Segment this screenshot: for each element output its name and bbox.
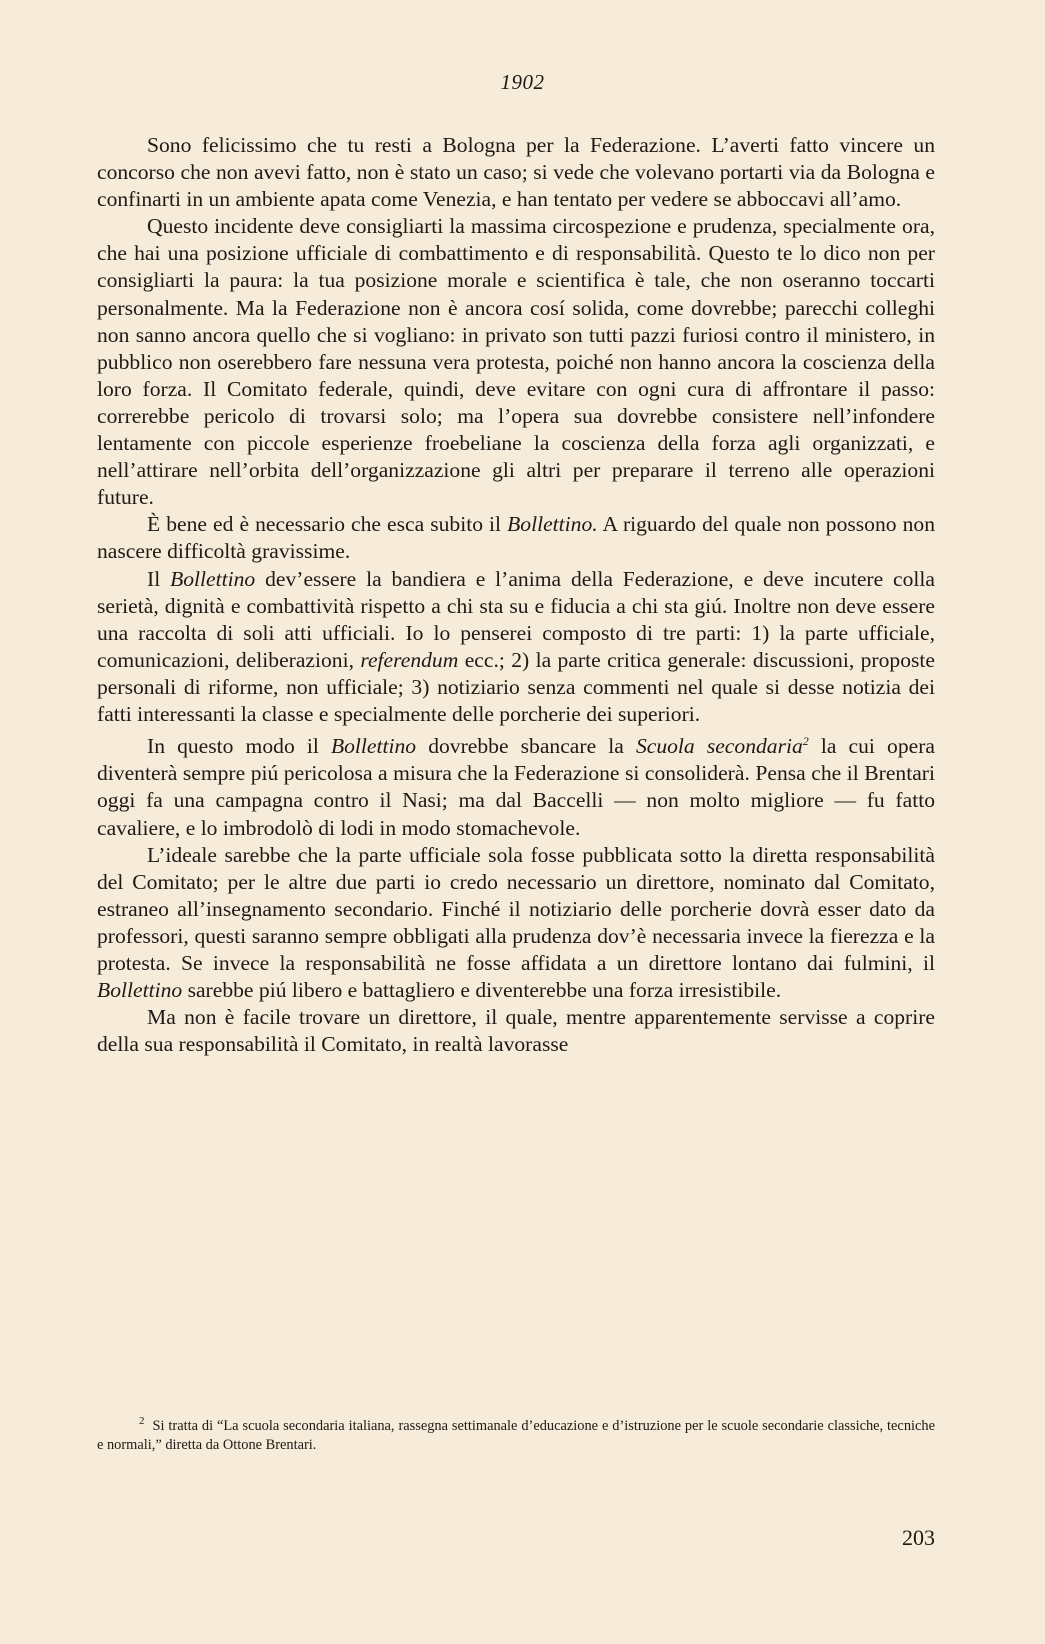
text-run: A riguardo del quale non possono non nascere difficoltà gravissime.: [97, 512, 935, 564]
text-run: ecc.; 2) la parte critica generale: discussioni, proposte personali di riforme, non ufficiale; 3) notiziario senza commenti nel quale si desse notizia dei fatti interessanti la classe e specialmente delle porcherie dei superiori.: [97, 647, 935, 726]
text-run: Il: [147, 566, 171, 591]
italic-run: Bollettino: [330, 734, 417, 759]
text-run: Ma non è facile trovare un direttore, il quale, mentre apparentemente servisse a coprire della sua responsabilità il Comitato, in realtà lavorasse: [97, 1005, 935, 1057]
text-run: Questo incidente deve consigliarti la massima circospezione e prudenza, specialmente ora, che hai una posizione ufficiale di combattimento e di responsabilità. Questo te lo dico non per consigliarti la paura: la tua posizione morale e scientifica è tale, che non oseranno toccarti personalmente. Ma la Federazione non è ancora cosí solida, come dovrebbe; parecchi colleghi non sanno ancora quello che si vogliano: in privato son tutti pazzi furiosi contro il ministero, in pubblico non oserebbero fare nessuna vera protesta, poiché non hanno ancora la coscienza della loro forza. Il Comitato federale, quindi, deve evitare con ogni cura di affrontare il passo: correrebbe pericolo di trovarsi solo; ma l’opera sua dovrebbe consistere nell’infondere lentamente con piccole esperienze froebeliane la coscienza della forza agli organizzati, e nell’attirare nell’orbita dell’organizzazione gli altri per preparare il terreno alle operazioni future.: [97, 214, 935, 510]
text-run: dev’essere la bandiera e l’anima della Federazione, e deve incutere colla serietà, dignità e combattività rispetto a chi sta su e fiducia a chi sta giú. Inoltre non deve essere una raccolta di soli atti ufficiali. Io lo penserei composto di tre parti: 1) la parte ufficiale, comunicazioni, deliberazioni,: [97, 566, 935, 672]
italic-run: Scuola secondaria: [635, 734, 803, 759]
footnote-reference: 2: [802, 734, 809, 749]
body-paragraph: [97, 132, 935, 213]
footnote-marker: 2: [139, 1415, 145, 1428]
italic-run: Bollettino: [170, 566, 256, 591]
body-paragraph: [97, 511, 935, 565]
italic-run: referendum: [360, 647, 459, 672]
text-run: la cui opera diventerà sempre piú pericolosa a misura che la Federazione si consoliderà. Pensa che il Brentari oggi fa una campagna contro il Nasi; ma dal Baccelli — non molto migliore — fu fatto cavaliere, e lo imbrodolò di lodi in modo stomachevole.: [97, 734, 935, 840]
text-run: Sono felicissimo che tu resti a Bologna per la Federazione. L’averti fatto vincere un concorso che non avevi fatto, non è stato un caso; si vede che volevano portarti via da Bologna e confinarti in un ambiente apata come Venezia, e han tentato per vedere se abboccavi all’amo.: [97, 133, 935, 212]
running-header-year: 1902: [500, 70, 545, 94]
text-run: L’ideale sarebbe che la parte ufficiale sola fosse pubblicata sotto la diretta responsabilità del Comitato; per le altre due parti io credo necessario un direttore, nominato dal Comitato, estraneo all’insegnamento secondario. Finché il notiziario delle porcherie dovrà esser dato da professori, questi saranno sempre obbligati alla prudenza dov’è necessaria invece la fierezza e la protesta. Se invece la responsabilità ne fosse affidata a un direttore lontano dai fulmini, il: [97, 842, 935, 975]
text-run: È bene ed è necessario che esca subito il: [147, 512, 508, 537]
body-paragraph: [97, 566, 935, 729]
body-paragraph: [97, 213, 935, 511]
body-paragraph: [97, 1004, 935, 1058]
italic-run: Bollettino.: [507, 512, 598, 537]
text-run: sarebbe piú libero e battagliero e diventerebbe una forza irresistibile.: [182, 978, 782, 1003]
page-number: 203: [902, 1525, 935, 1550]
text-run: dovrebbe sbancare la: [416, 734, 636, 759]
footnote-text: Si tratta di “La scuola secondaria italiana, rassegna settimanale d’educazione e d’istruzione per le scuole secondarie classiche, tecniche e normali,” diretta da Ottone Brentari.: [97, 1418, 935, 1453]
letter-body: [97, 132, 935, 1058]
footnote-paragraph: [97, 1417, 935, 1454]
text-run: In questo modo il: [147, 734, 331, 759]
body-paragraph: [97, 728, 935, 842]
italic-run: Bollettino: [97, 978, 183, 1003]
footnote: [97, 1417, 935, 1454]
body-paragraph: [97, 842, 935, 1005]
